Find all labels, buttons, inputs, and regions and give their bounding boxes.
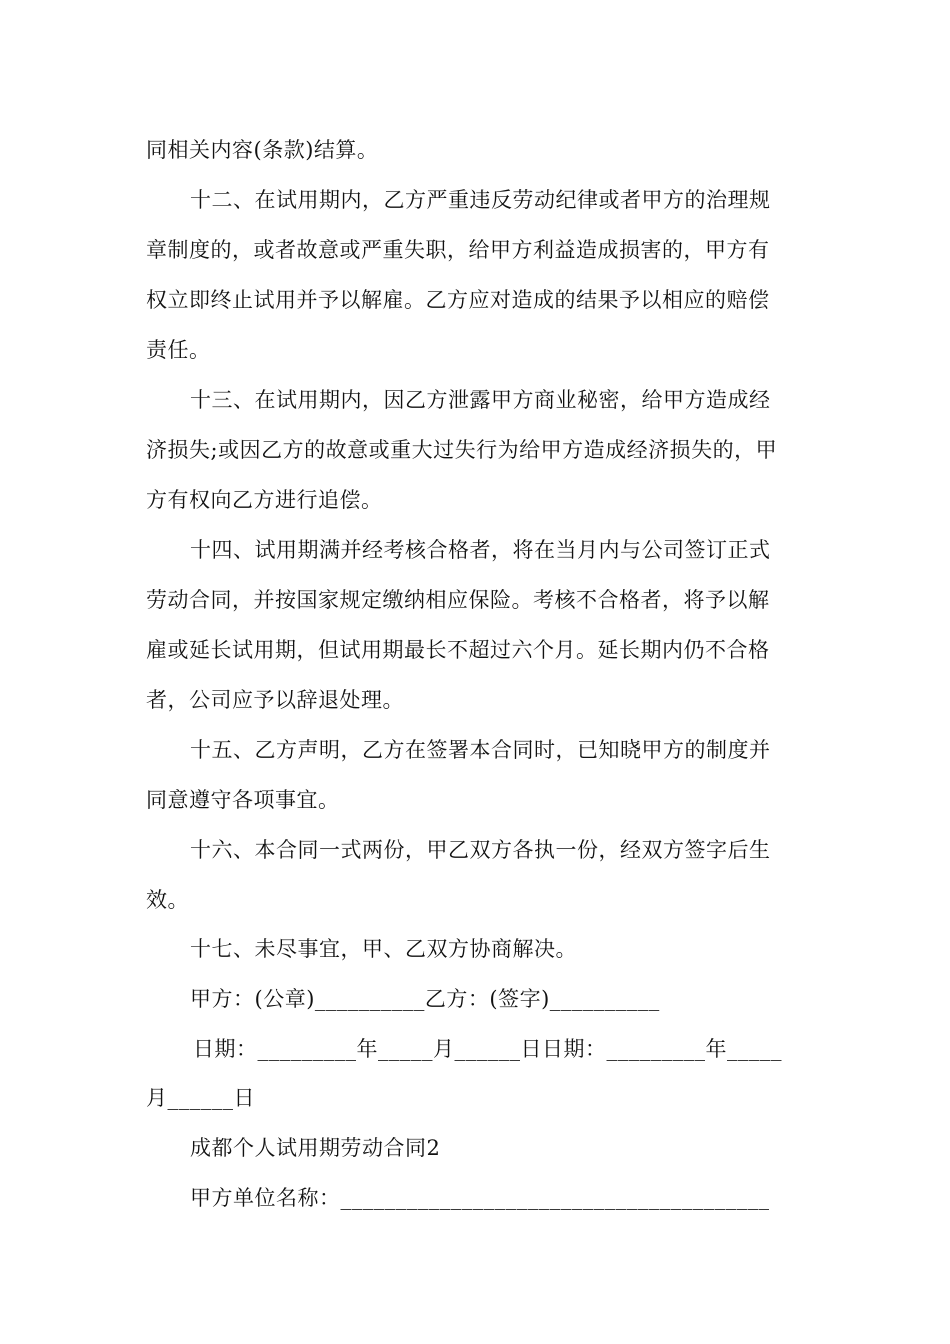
clause-13-line: 济损失;或因乙方的故意或重大过失行为给甲方造成经济损失的，甲 xyxy=(146,438,778,462)
contract-title: 成都个人试用期劳动合同2 xyxy=(190,1136,441,1160)
clause-14-line: 十四、试用期满并经考核合格者，将在当月内与公司签订正式 xyxy=(190,538,771,562)
clause-13-line: 方有权向乙方进行追偿。 xyxy=(146,488,383,512)
clause-12-line: 十二、在试用期内，乙方严重违反劳动纪律或者甲方的治理规 xyxy=(190,188,771,212)
paragraph-line: 同相关内容(条款)结算。 xyxy=(146,138,379,162)
clause-12-line: 责任。 xyxy=(146,338,211,362)
clause-16-line: 十六、本合同一式两份，甲乙双方各执一份，经双方签字后生 xyxy=(190,838,771,862)
clause-12-line: 章制度的，或者故意或严重失职，给甲方利益造成损害的，甲方有 xyxy=(146,238,770,262)
clause-15-line: 十五、乙方声明，乙方在签署本合同时，已知晓甲方的制度并 xyxy=(190,738,771,762)
date-line: 月______日 xyxy=(146,1086,255,1110)
signature-line: 甲方：(公章)__________乙方：(签字)__________ xyxy=(190,987,660,1011)
clause-17-line: 十七、未尽事宜，甲、乙双方协商解决。 xyxy=(190,937,577,961)
employer-name-line: 甲方单位名称：_______________________________________ xyxy=(190,1186,770,1210)
clause-14-line: 者，公司应予以辞退处理。 xyxy=(146,688,404,712)
clause-14-line: 雇或延长试用期，但试用期最长不超过六个月。延长期内仍不合格 xyxy=(146,638,770,662)
clause-15-line: 同意遵守各项事宜。 xyxy=(146,788,340,812)
date-line: 日期：_________年_____月______日日期：_________年_____ xyxy=(193,1037,782,1061)
clause-16-line: 效。 xyxy=(146,888,189,912)
clause-13-line: 十三、在试用期内，因乙方泄露甲方商业秘密，给甲方造成经 xyxy=(190,388,771,412)
clause-12-line: 权立即终止试用并予以解雇。乙方应对造成的结果予以相应的赔偿 xyxy=(146,288,770,312)
clause-14-line: 劳动合同，并按国家规定缴纳相应保险。考核不合格者，将予以解 xyxy=(146,588,770,612)
